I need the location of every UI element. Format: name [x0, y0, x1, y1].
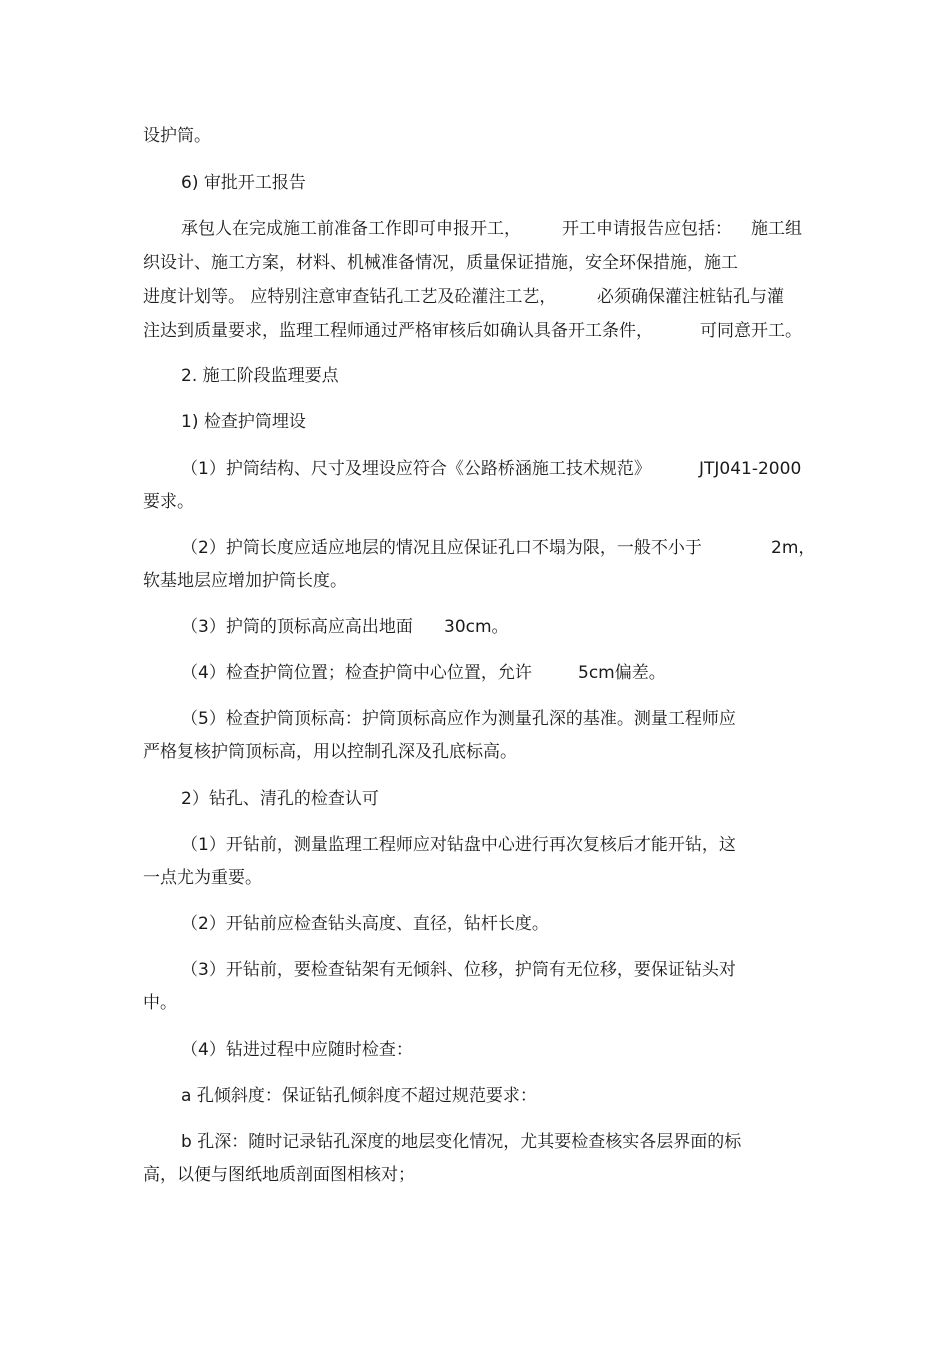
sub2-heading: 2）钻孔、清孔的检查认可 [181, 789, 379, 809]
text-segment: 开工申请报告应包括： [562, 219, 732, 239]
check-item-a: a 孔倾斜度：保证钻孔倾斜度不超过规范要求： [181, 1086, 537, 1106]
paragraph-line [181, 218, 821, 240]
text-segment: （2）护筒长度应适应地层的情况且应保证孔口不塌为限，一般不小于 [181, 538, 702, 558]
paragraph-line [143, 320, 823, 342]
sub2-item-4: （4）钻进过程中应随时检查： [181, 1040, 413, 1060]
paragraph-line: 要求。 [143, 492, 194, 512]
text-segment: 进度计划等。 应特别注意审查钻孔工艺及砼灌注工艺， [143, 287, 557, 307]
text-segment: 可同意开工。 [700, 321, 802, 341]
paragraph-line [181, 662, 701, 684]
text-segment: 注达到质量要求，监理工程师通过严格审核后如确认具备开工条件， [143, 321, 653, 341]
text-segment: 2m， [771, 538, 816, 558]
continuation-line: 设护筒。 [143, 126, 211, 146]
paragraph-line: （1）开钻前，测量监理工程师应对钻盘中心进行再次复核后才能开钻，这 [181, 835, 736, 855]
paragraph-line: 软基地层应增加护筒长度。 [143, 571, 347, 591]
text-segment: 施工组 [751, 219, 802, 239]
paragraph-line: 严格复核护筒顶标高，用以控制孔深及孔底标高。 [143, 742, 517, 762]
paragraph-line: b 孔深：随时记录钻孔深度的地层变化情况，尤其要检查核实各层界面的标 [181, 1132, 742, 1152]
sub2-item-2: （2）开钻前应检查钻头高度、直径，钻杆长度。 [181, 914, 549, 934]
text-segment: （4）检查护筒位置；检查护筒中心位置，允许 [181, 663, 532, 683]
section2-heading: 2. 施工阶段监理要点 [181, 366, 339, 386]
item6-heading: 6) 审批开工报告 [181, 173, 306, 193]
text-segment: 30cm。 [444, 617, 509, 637]
paragraph-line [181, 537, 821, 559]
text-segment: 承包人在完成施工前准备工作即可申报开工， [181, 219, 521, 239]
paragraph-line: 织设计、施工方案，材料、机械准备情况，质量保证措施，安全环保措施，施工 [143, 253, 738, 273]
text-segment: （1）护筒结构、尺寸及埋设应符合《公路桥涵施工技术规范》 [181, 459, 651, 479]
paragraph-line: 高，以便与图纸地质剖面图相核对； [143, 1165, 415, 1185]
paragraph-line: （3）开钻前，要检查钻架有无倾斜、位移，护筒有无位移，要保证钻头对 [181, 960, 736, 980]
text-segment: （3）护筒的顶标高应高出地面 [181, 617, 413, 637]
text-segment: JTJ041-2000 [699, 459, 802, 479]
paragraph-line: 一点尤为重要。 [143, 868, 262, 888]
text-segment: 5cm偏差。 [578, 663, 666, 683]
paragraph-line [181, 616, 581, 638]
text-segment: 必须确保灌注桩钻孔与灌 [597, 287, 784, 307]
sub1-heading: 1) 检查护筒埋设 [181, 412, 306, 432]
paragraph-line [143, 286, 823, 308]
paragraph-line [181, 458, 821, 480]
paragraph-line: 中。 [143, 993, 177, 1013]
paragraph-line: （5）检查护筒顶标高：护筒顶标高应作为测量孔深的基准。测量工程师应 [181, 709, 736, 729]
